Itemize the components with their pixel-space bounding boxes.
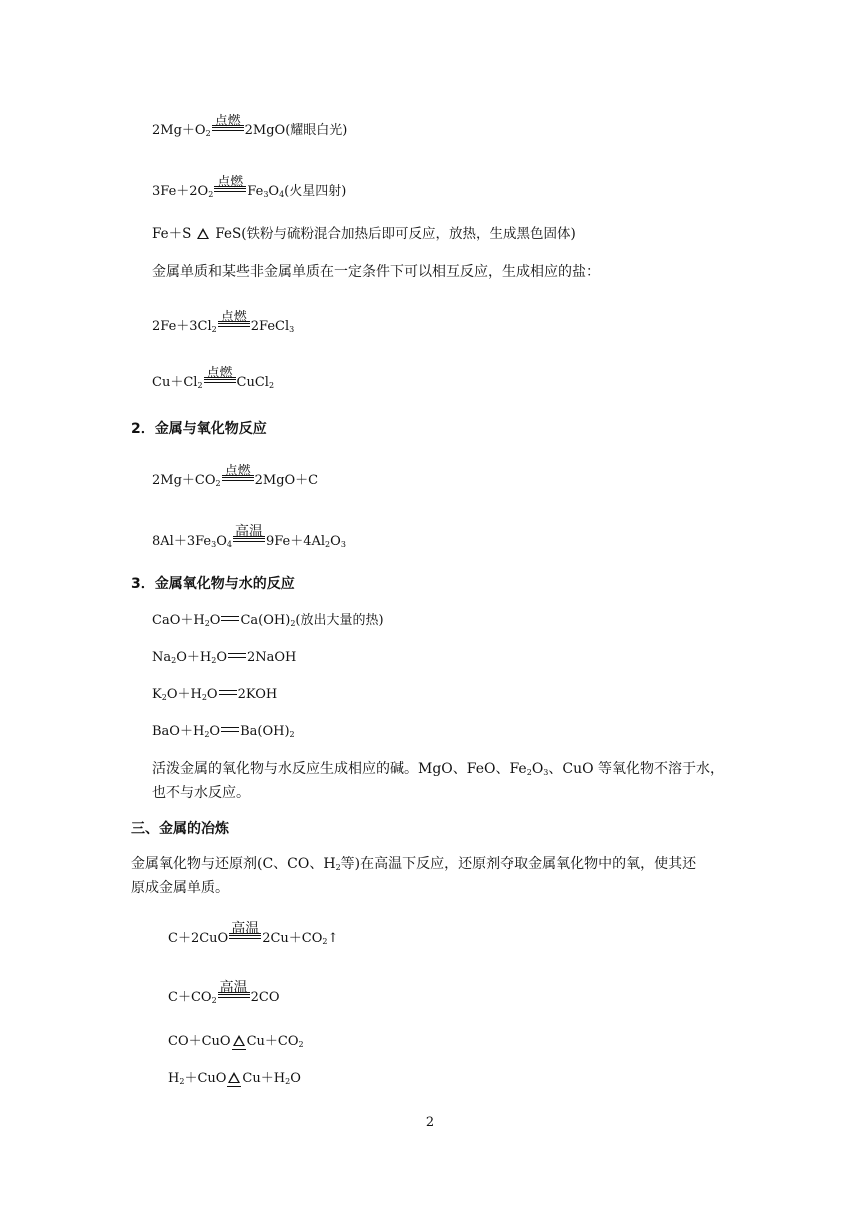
paragraph-metal-nonmetal: 金属单质和某些非金属单质在一定条件下可以相互反应，生成相应的盐： (152, 264, 600, 280)
equation-co-cuo: CO＋CuO $Cu+CO_2$ (168, 1034, 304, 1049)
equation-cu-cl2: $Cu+Cl_2$ 点燃 CuCl$_2$ (152, 366, 275, 390)
paragraph-active-metal-oxide: 活泼金属的氧化物与水反应生成相应的碱。MgO、FeO、$Fe_2O_3$、CuO 等氧化物不溶于水， (152, 761, 725, 777)
equation-c-cuo: C＋2CuO 高温 $2Cu+CO_2↑$ (168, 921, 339, 946)
section-heading-metal-oxide: 2．金属与氧化物反应 (131, 421, 267, 437)
equation-bao-h2o: $BaO+H_2O$ $Ba(OH)_2$ (152, 724, 295, 739)
page-number: 2 (425, 1115, 435, 1130)
equation-fe-cl2: $2Fe+3Cl_2$ 点燃 2FeCl$_3$ (152, 310, 295, 334)
equation-na2o-h2o: $Na_2O+H_2O$ 2NaOH (152, 650, 297, 665)
heat-triangle-icon (228, 1072, 240, 1083)
equation-mg-o2: $2Mg+O_2$ 点燃 2MgO(耀眼白光) (152, 114, 348, 138)
heat-triangle-icon (197, 228, 209, 239)
equation-fe-o2: $3Fe+2O_2$ 点燃 $Fe_3O_4$(火星四射) (152, 175, 347, 199)
section-heading-oxide-water: 3．金属氧化物与水的反应 (131, 576, 295, 592)
equation-k2o-h2o: $K_2O+H_2O$ 2KOH (152, 687, 278, 702)
equation-h2-cuo: $H_2+CuO$ $Cu+H_2O$ (168, 1071, 301, 1086)
equation-cao-h2o: $CaO+H_2O$ $Ca(OH)_2$(放出大量的热) (152, 613, 384, 628)
heat-triangle-icon (233, 1035, 245, 1046)
paragraph-reduction-line2: 原成金属单质。 (131, 880, 229, 896)
equation-thermite: $8Al+3Fe_3O_4$ 高温 $9Fe+4Al_2O_3$ (152, 524, 346, 549)
equation-c-co2: $C+CO_2$ 高温 2CO (168, 980, 280, 1005)
equation-fe-s: Fe＋S FeS(铁粉与硫粉混合加热后即可反应，放热，生成黑色固体) (152, 226, 576, 242)
equation-mg-co2: $2Mg+CO_2$ 点燃 2MgO＋C (152, 464, 319, 488)
reaction-condition: 点燃 (212, 124, 244, 137)
paragraph-reduction: 金属氧化物与还原剂(C、CO、$H_2$等)在高温下反应，还原剂夺取金属氧化物中的氧，使其还 (131, 856, 697, 872)
paragraph-active-metal-oxide-line2: 也不与水反应。 (152, 785, 250, 801)
section-heading-smelting: 三、金属的冶炼 (131, 821, 229, 837)
